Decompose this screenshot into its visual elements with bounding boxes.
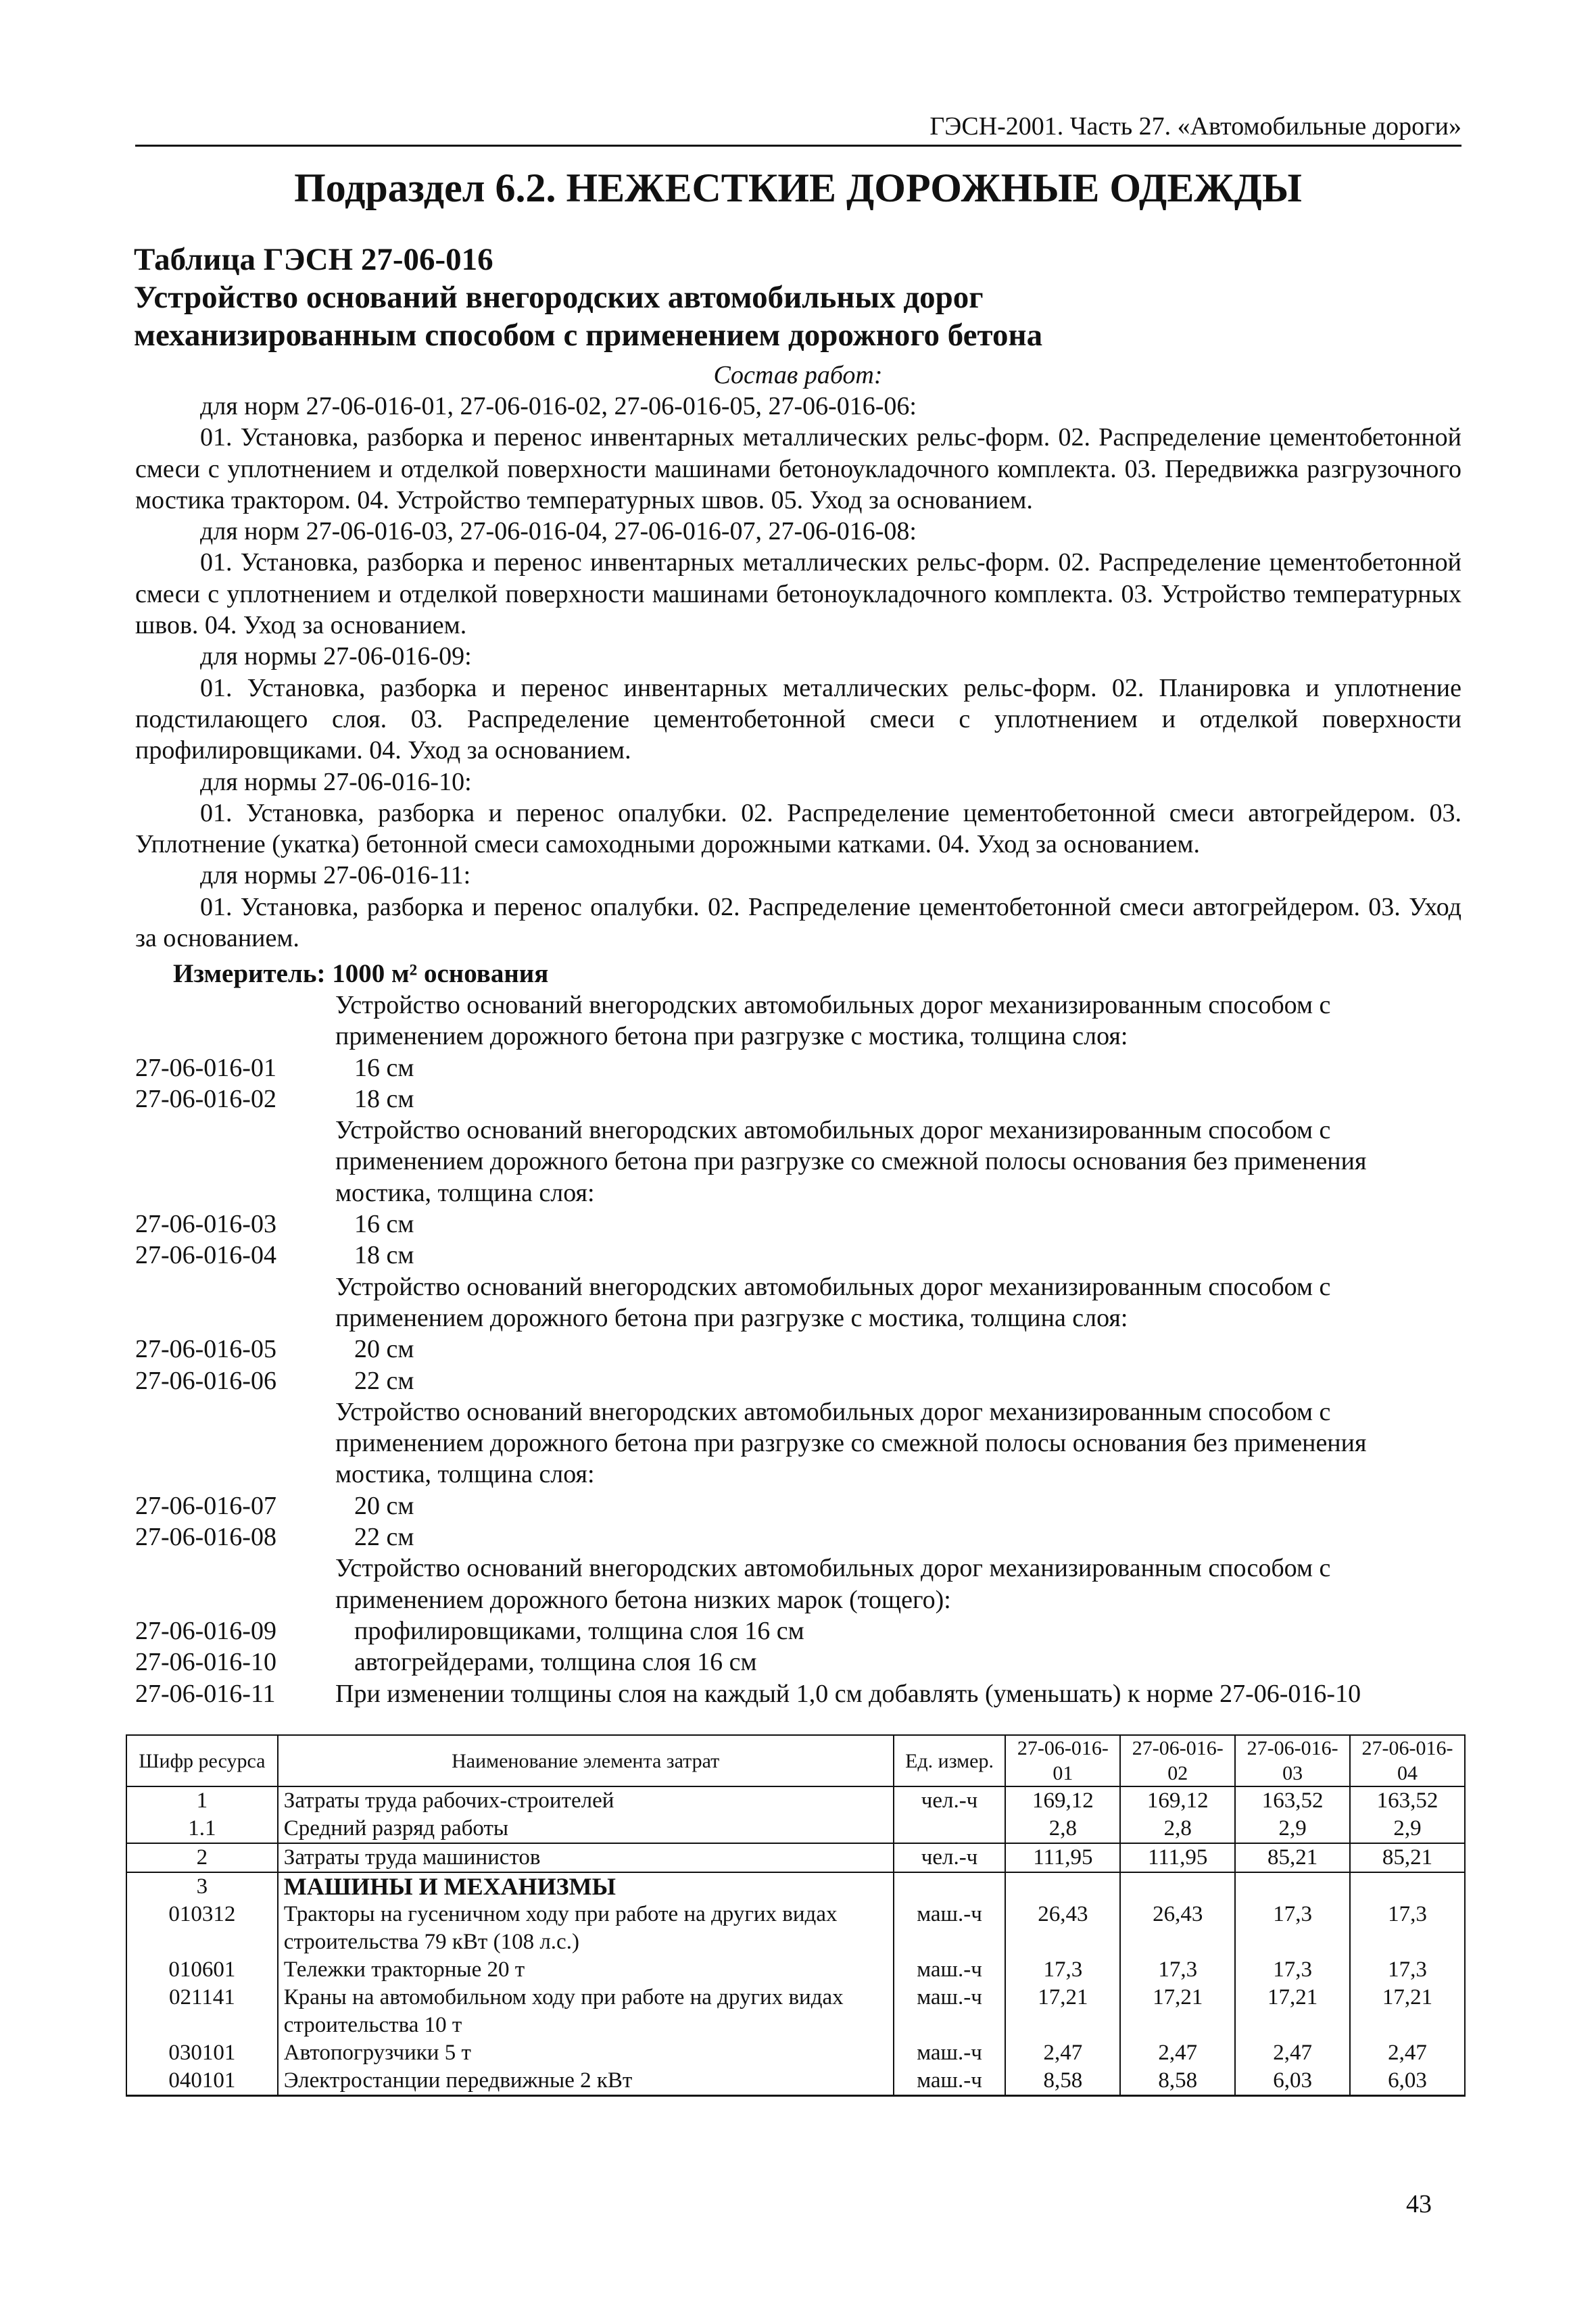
value-cell: 169,12 — [1005, 1786, 1120, 1815]
value-cell: 169,12 — [1120, 1786, 1235, 1815]
value-cell: 2,9 — [1235, 1815, 1350, 1843]
header-name: Наименование элемента затрат — [278, 1735, 894, 1786]
page-number: 43 — [1406, 2190, 1432, 2218]
norm-value: профилировщиками, толщина слоя 16 см — [354, 1616, 804, 1645]
work-group-text: 01. Установка, разборка и перенос инвентарных металлических рельс-форм. 02. Планировка и уплотнение подстилающего слоя. 03. Распределение цементобетонной смеси с уплотнением и отделкой поверхности профилировщиками. 04. Уход за основанием. — [135, 673, 1461, 765]
table-row — [126, 1901, 1465, 1956]
value-cell — [1005, 1872, 1120, 1901]
norm-row — [135, 1115, 1461, 1209]
header-norm-col: 27-06-016-01 — [1005, 1735, 1120, 1786]
value-cell: 2,47 — [1120, 2039, 1235, 2067]
norm-value: 22 см — [354, 1366, 414, 1395]
value-cell: 2,8 — [1005, 1815, 1120, 1843]
norm-row — [135, 1334, 1461, 1365]
norm-description: Устройство оснований внегородских автомобильных дорог механизированным способом с применением дорожного бетона при разгрузке с мостика, толщина слоя: — [335, 991, 1331, 1051]
value-cell: 17,21 — [1235, 1984, 1350, 2039]
cost-table — [126, 1734, 1466, 2097]
norm-row — [135, 1396, 1461, 1490]
table-row — [126, 1843, 1465, 1872]
cost-element-name: Автопогрузчики 5 т — [278, 2039, 894, 2067]
header-norm-col: 27-06-016-03 — [1235, 1735, 1350, 1786]
norm-value: 20 см — [354, 1335, 414, 1364]
work-group-intro: для норм 27-06-016-01, 27-06-016-02, 27-06-016-05, 27-06-016-06: — [200, 392, 917, 420]
value-cell: 85,21 — [1350, 1843, 1465, 1872]
resource-code: 1 — [126, 1786, 278, 1815]
norm-value: 16 см — [354, 1210, 414, 1239]
unit-cell: маш.-ч — [894, 1901, 1006, 1956]
norm-value: автогрейдерами, толщина слоя 16 см — [354, 1648, 757, 1677]
work-group-intro: для нормы 27-06-016-09: — [200, 642, 472, 671]
norm-code — [135, 990, 335, 1052]
norm-row — [135, 1521, 1461, 1553]
table-row — [126, 1815, 1465, 1843]
value-cell: 17,21 — [1120, 1984, 1235, 2039]
norm-code: 27-06-016-09 — [135, 1616, 276, 1645]
unit-cell: чел.-ч — [894, 1843, 1006, 1872]
norm-row — [135, 1083, 1461, 1115]
value-cell: 6,03 — [1235, 2067, 1350, 2096]
resource-code: 1.1 — [126, 1815, 278, 1843]
norm-row — [135, 1365, 1461, 1396]
resource-code: 3 — [126, 1872, 278, 1901]
norm-code: 27-06-016-08 — [135, 1523, 276, 1552]
header-unit: Ед. измер. — [894, 1735, 1006, 1786]
value-cell: 6,03 — [1350, 2067, 1465, 2096]
work-group-text: 01. Установка, разборка и перенос опалубки. 02. Распределение цементобетонной смеси автогрейдером. 03. Уход за основанием. — [135, 892, 1461, 953]
cost-element-name: Электростанции передвижные 2 кВт — [278, 2067, 894, 2096]
norm-code — [135, 1396, 335, 1490]
value-cell: 163,52 — [1350, 1786, 1465, 1815]
norm-row — [135, 1553, 1461, 1615]
norm-row — [135, 1615, 1461, 1647]
value-cell: 2,47 — [1350, 2039, 1465, 2067]
norm-code — [135, 1271, 335, 1334]
unit-cell: маш.-ч — [894, 2067, 1006, 2096]
norm-code: 27-06-016-11 — [135, 1679, 276, 1708]
table-title-label: Таблица ГЭСН 27-06-016 — [134, 242, 493, 277]
norm-code — [135, 1553, 335, 1615]
norm-code: 27-06-016-07 — [135, 1491, 276, 1520]
norm-row — [135, 1490, 1461, 1521]
work-group-intro: для норм 27-06-016-03, 27-06-016-04, 27-06-016-07, 27-06-016-08: — [200, 517, 917, 546]
work-group-intro: для нормы 27-06-016-10: — [200, 767, 472, 796]
work-composition — [135, 391, 1461, 954]
norm-value: 20 см — [354, 1491, 414, 1520]
cost-element-name: МАШИНЫ И МЕХАНИЗМЫ — [278, 1872, 894, 1901]
value-cell: 17,3 — [1350, 1956, 1465, 1984]
table-row — [126, 1872, 1465, 1901]
resource-code: 2 — [126, 1843, 278, 1872]
work-group-text: 01. Установка, разборка и перенос инвентарных металлических рельс-форм. 02. Распределение цементобетонной смеси с уплотнением и отделкой поверхности машинами бетоноукладочного комплекта. 03. Передвижка разгрузочного мостика трактором. 04. Устройство температурных швов. 05. Уход за основанием. — [135, 423, 1461, 514]
value-cell: 2,47 — [1005, 2039, 1120, 2067]
norm-code: 27-06-016-04 — [135, 1241, 276, 1270]
norm-value: 18 см — [354, 1084, 414, 1113]
cost-element-name: Тележки тракторные 20 т — [278, 1956, 894, 1984]
work-composition-heading: Состав работ: — [713, 361, 883, 389]
work-group-intro: для нормы 27-06-016-11: — [200, 861, 471, 890]
unit-cell: маш.-ч — [894, 1984, 1006, 2039]
header-norm-col: 27-06-016-02 — [1120, 1735, 1235, 1786]
norm-code: 27-06-016-06 — [135, 1366, 276, 1395]
value-cell: 17,3 — [1235, 1901, 1350, 1956]
norm-description: Устройство оснований внегородских автомобильных дорог механизированным способом с применением дорожного бетона при разгрузке с мостика, толщина слоя: — [335, 1272, 1331, 1332]
table-row — [126, 1956, 1465, 1984]
value-cell: 8,58 — [1005, 2067, 1120, 2096]
header-code: Шифр ресурса — [126, 1735, 278, 1786]
resource-code: 021141 — [126, 1984, 278, 2039]
norm-code: 27-06-016-01 — [135, 1053, 276, 1082]
table-row — [126, 2039, 1465, 2067]
norm-row — [135, 1647, 1461, 1678]
work-group-text: 01. Установка, разборка и перенос инвентарных металлических рельс-форм. 02. Распределение цементобетонной смеси с уплотнением и отделкой поверхности машинами бетоноукладочного комплекта. 03. Устройство температурных швов. 04. Уход за основанием. — [135, 548, 1461, 640]
value-cell: 17,3 — [1120, 1956, 1235, 1984]
value-cell: 2,47 — [1235, 2039, 1350, 2067]
norm-description: Устройство оснований внегородских автомобильных дорог механизированным способом с применением дорожного бетона при разгрузке со смежной полосы основания без применения мостика, толщина слоя: — [335, 1397, 1367, 1489]
norm-description: При изменении толщины слоя на каждый 1,0 см добавлять (уменьшать) к норме 27-06-016-10 — [335, 1679, 1361, 1708]
cost-element-name: Краны на автомобильном ходу при работе на других видах строительства 10 т — [278, 1984, 894, 2039]
header-norm-col: 27-06-016-04 — [1350, 1735, 1465, 1786]
resource-code: 030101 — [126, 2039, 278, 2067]
meter-unit: Измеритель: 1000 м² основания — [173, 959, 549, 988]
cost-table-header-row — [126, 1735, 1465, 1786]
value-cell: 111,95 — [1120, 1843, 1235, 1872]
resource-code: 010601 — [126, 1956, 278, 1984]
norm-code: 27-06-016-02 — [135, 1084, 276, 1113]
cost-element-name: Средний разряд работы — [278, 1815, 894, 1843]
value-cell: 17,21 — [1005, 1984, 1120, 2039]
cost-element-name: Тракторы на гусеничном ходу при работе на других видах строительства 79 кВт (108 л.с.) — [278, 1901, 894, 1956]
value-cell: 17,3 — [1350, 1901, 1465, 1956]
norm-description: Устройство оснований внегородских автомобильных дорог механизированным способом с применением дорожного бетона низких марок (тощего): — [335, 1554, 1331, 1614]
work-group-text: 01. Установка, разборка и перенос опалубки. 02. Распределение цементобетонной смеси автогрейдером. 03. Уплотнение (укатка) бетонной смеси самоходными дорожными катками. 04. Уход за основанием. — [135, 798, 1461, 859]
norm-code — [135, 1115, 335, 1209]
value-cell — [1350, 1872, 1465, 1901]
norm-row — [135, 1271, 1461, 1334]
value-cell: 17,3 — [1005, 1956, 1120, 1984]
value-cell: 26,43 — [1120, 1901, 1235, 1956]
norm-description: Устройство оснований внегородских автомобильных дорог механизированным способом с применением дорожного бетона при разгрузке со смежной полосы основания без применения мостика, толщина слоя: — [335, 1116, 1367, 1207]
unit-cell — [894, 1872, 1006, 1901]
value-cell: 2,9 — [1350, 1815, 1465, 1843]
value-cell: 26,43 — [1005, 1901, 1120, 1956]
unit-cell — [894, 1815, 1006, 1843]
running-header: ГЭСН-2001. Часть 27. «Автомобильные дороги» — [135, 109, 1461, 147]
table-title-text: Устройство оснований внегородских автомобильных дорог механизированным способом с применением дорожного бетона — [134, 280, 1043, 353]
norm-value: 16 см — [354, 1053, 414, 1082]
value-cell — [1120, 1872, 1235, 1901]
norm-row — [135, 1052, 1461, 1083]
value-cell: 163,52 — [1235, 1786, 1350, 1815]
norm-value: 18 см — [354, 1241, 414, 1270]
norms-list — [135, 990, 1461, 1709]
norm-code: 27-06-016-10 — [135, 1648, 276, 1677]
norm-code: 27-06-016-03 — [135, 1210, 276, 1239]
value-cell: 2,8 — [1120, 1815, 1235, 1843]
norm-code: 27-06-016-05 — [135, 1335, 276, 1364]
value-cell: 17,3 — [1235, 1956, 1350, 1984]
norm-row — [135, 990, 1461, 1052]
norm-value: 22 см — [354, 1523, 414, 1552]
unit-cell: маш.-ч — [894, 2039, 1006, 2067]
table-row — [126, 1984, 1465, 2039]
table-row — [126, 1786, 1465, 1815]
value-cell — [1235, 1872, 1350, 1901]
norm-row — [135, 1209, 1461, 1240]
value-cell: 111,95 — [1005, 1843, 1120, 1872]
norm-row — [135, 1240, 1461, 1271]
cost-element-name: Затраты труда рабочих-строителей — [278, 1786, 894, 1815]
resource-code: 040101 — [126, 2067, 278, 2096]
resource-code: 010312 — [126, 1901, 278, 1956]
value-cell: 85,21 — [1235, 1843, 1350, 1872]
cost-element-name: Затраты труда машинистов — [278, 1843, 894, 1872]
value-cell: 8,58 — [1120, 2067, 1235, 2096]
table-title — [134, 241, 1452, 354]
value-cell: 17,21 — [1350, 1984, 1465, 2039]
unit-cell: маш.-ч — [894, 1956, 1006, 1984]
unit-cell: чел.-ч — [894, 1786, 1006, 1815]
subsection-title: Подраздел 6.2. НЕЖЕСТКИЕ ДОРОЖНЫЕ ОДЕЖДЫ — [294, 166, 1302, 210]
norm-row — [135, 1678, 1461, 1709]
table-row — [126, 2067, 1465, 2096]
